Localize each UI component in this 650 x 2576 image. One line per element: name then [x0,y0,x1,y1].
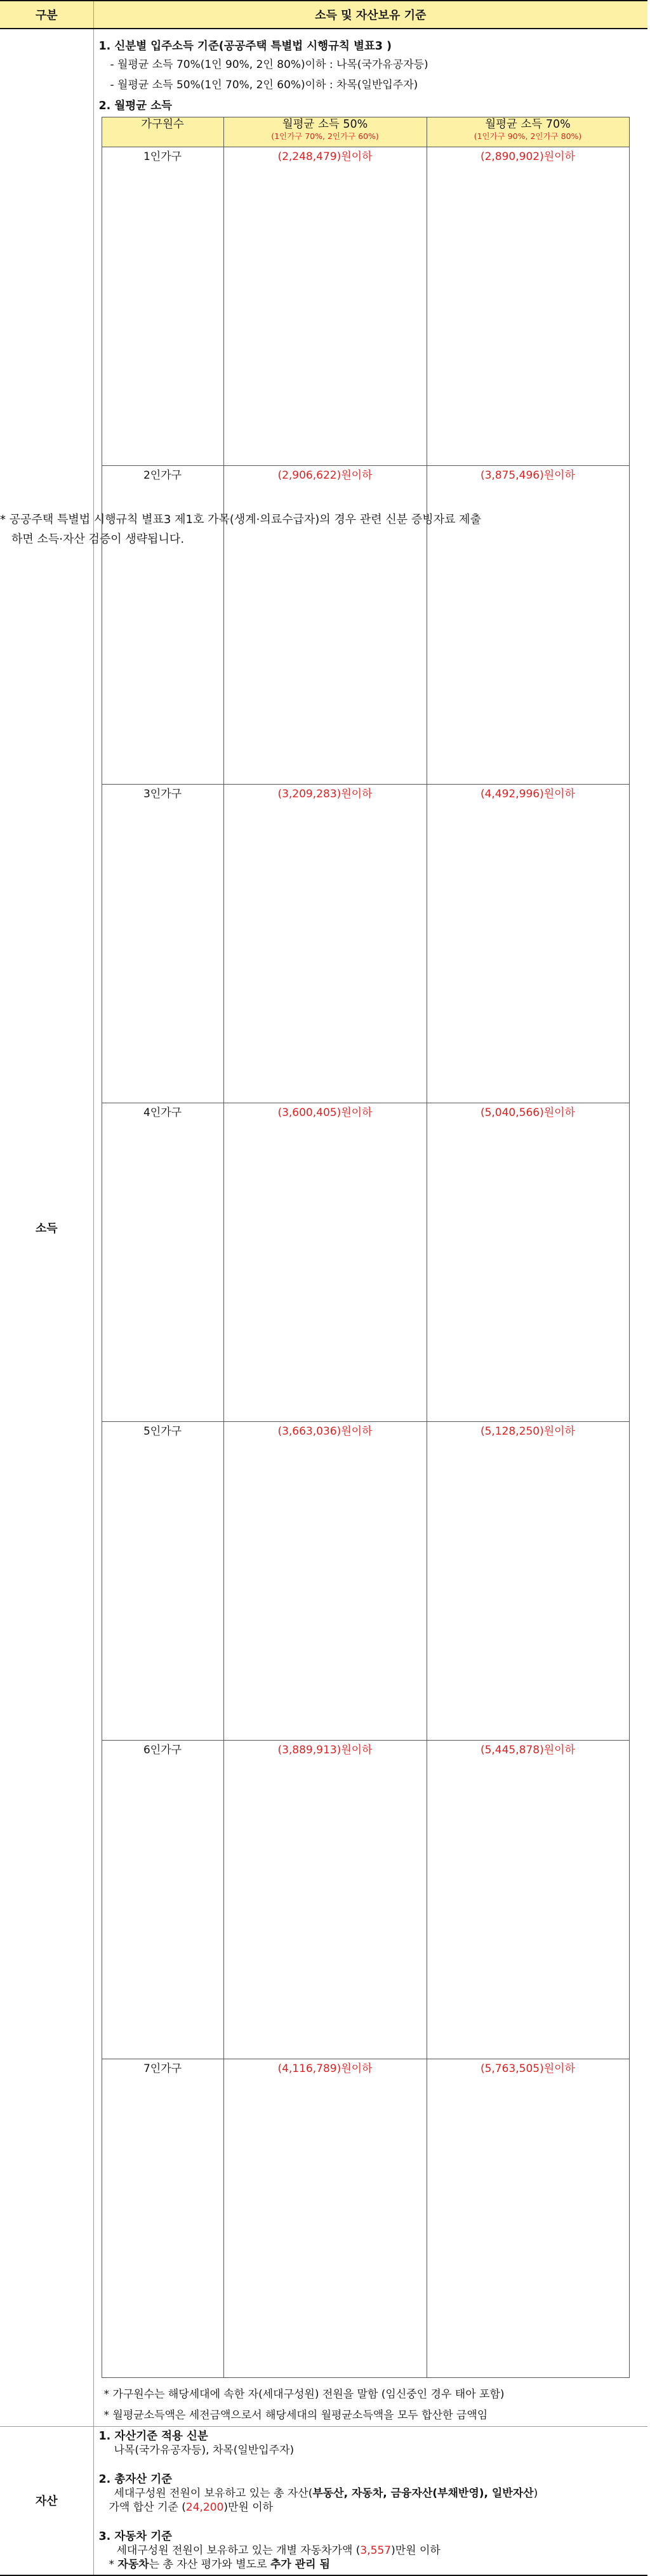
income-70-cell: (2,890,902)원이하 [427,147,629,466]
income-section1-line: - 월평균 소득 50%(1인 70%, 2인 60%)이하 : 차목(일반입주자) [110,79,418,91]
header-category: 구분 [0,1,93,29]
asset-label: 자산 [0,2427,93,2575]
income-table [102,117,630,2378]
income-50-cell: (3,209,283)원이하 [223,785,427,1103]
table-row [102,1422,629,1741]
asset-s3-title: 3. 자동차 기준 [98,2530,173,2543]
household-cell: 3인가구 [102,785,223,1103]
income-70-cell: (5,763,505)원이하 [427,2059,629,2378]
col-50-header: 월평균 소득 50% (1인가구 70%, 2인가구 60%) [223,117,427,147]
household-cell: 6인가구 [102,1741,223,2059]
asset-s3-line1: 세대구성원 전원이 보유하고 있는 개별 자동차가액 (3,557)만원 이하 [116,2544,441,2557]
income-row [0,29,647,2427]
table-row [102,147,629,466]
income-label: 소득 [0,29,93,2427]
income-50-cell: (2,248,479)원이하 [223,147,427,466]
income-70-cell: (3,875,496)원이하 [427,466,629,785]
income-50-cell: (3,889,913)원이하 [223,1741,427,2059]
income-70-cell: (5,445,878)원이하 [427,1741,629,2059]
table-row [102,1103,629,1422]
household-cell: 7인가구 [102,2059,223,2378]
col-70-header: 월평균 소득 70% (1인가구 90%, 2인가구 80%) [427,117,629,147]
income-70-cell: (5,128,250)원이하 [427,1422,629,1741]
asset-s1-title: 1. 자산기준 적용 신분 [98,2430,208,2443]
header-row [0,1,647,29]
income-70-cell: (5,040,566)원이하 [427,1103,629,1422]
household-cell: 4인가구 [102,1103,223,1422]
col-household-header: 가구원수 [102,117,223,147]
household-cell: 2인가구 [102,466,223,785]
asset-content [93,2427,647,2575]
income-section1-title: 1. 신분별 입주소득 기준(공공주택 특별법 시행규칙 별표3 ) [98,40,392,53]
header-criteria: 소득 및 자산보유 기준 [93,1,647,29]
table-row [102,1741,629,2059]
asset-row [0,2427,647,2575]
table-row [102,2059,629,2378]
asset-s2-line2: 가액 합산 기준 (24,200)만원 이하 [109,2501,274,2514]
income-content [93,29,647,2427]
income-50-cell: (4,116,789)원이하 [223,2059,427,2378]
asset-s2-title: 2. 총자산 기준 [98,2473,173,2486]
income-section1-line: - 월평균 소득 70%(1인 90%, 2인 80%)이하 : 나목(국가유공자등) [110,58,428,71]
income-note: * 가구원수는 해당세대에 속한 자(세대구성원) 전원을 말함 (임신중인 경우 태아 포함) [103,2388,505,2401]
footnote-line2: 하면 소득·자산 검증이 생략됩니다. [11,533,185,546]
household-cell: 1인가구 [102,147,223,466]
income-table-header [102,117,629,147]
income-50-cell: (3,600,405)원이하 [223,1103,427,1422]
income-50-cell: (3,663,036)원이하 [223,1422,427,1741]
asset-s1-line: 나목(국가유공자등), 차목(일반입주자) [114,2444,295,2457]
table-row [102,785,629,1103]
income-70-cell: (4,492,996)원이하 [427,785,629,1103]
income-section2-title: 2. 월평균 소득 [98,100,173,112]
footnote-line1: * 공공주택 특별법 시행규칙 별표3 제1호 가목(생계·의료수급자)의 경우 관련 신분 증빙자료 제출 [0,513,481,526]
asset-s3-note: * 자동차는 총 자산 평가와 별도로 추가 관리 됨 [109,2558,330,2571]
footnote [0,510,650,549]
income-50-cell: (2,906,622)원이하 [223,466,427,785]
income-note: * 월평균소득액은 세전금액으로서 해당세대의 월평균소득액을 모두 합산한 금액임 [103,2409,488,2422]
household-cell: 5인가구 [102,1422,223,1741]
asset-s2-line1: 세대구성원 전원이 보유하고 있는 총 자산(부동산, 자동차, 금융자산(부채반영), 일반자산) [114,2487,538,2500]
